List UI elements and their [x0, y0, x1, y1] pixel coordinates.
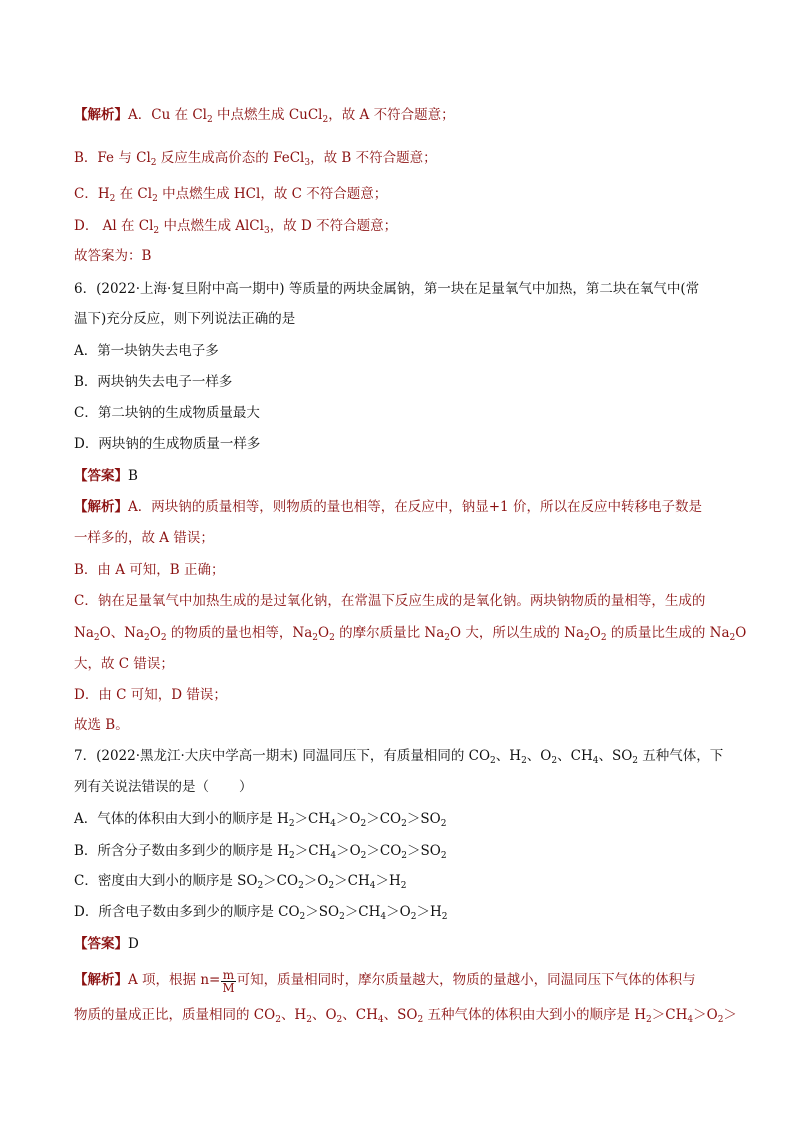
text-line: C．密度由大到小的顺序是 $SO_2>CO_2>O_2>CH_4>H_2$: [74, 873, 407, 891]
text-line: B．所含分子数由多到少的顺序是 $H_2>CH_4>O_2>CO_2>SO_2$: [74, 843, 447, 861]
text-line: B．由 A 可知，B 正确；: [74, 562, 225, 578]
text-line: 大，故 C 错误；: [74, 656, 174, 672]
text-line: 【解析】A．Cu 在 $Cl_2$ 中点燃生成 CuCl$_2$，故 A 不符合题意；: [74, 107, 455, 125]
text-line: 一样多的，故 A 错误；: [74, 530, 214, 546]
text-line: 6．(2022·上海·复旦附中高一期中) 等质量的两块金属钠，第一块在足量氧气中加热，第二块在氧气中(常: [74, 281, 700, 297]
text-line: 故选 B。: [74, 717, 129, 733]
text-line: 【解析】A 项，根据 n= $\frac{m}{M}$ 可知，质量相同时，摩尔质量越大，物质的量越小，同温同压下气体的体积与: [74, 968, 696, 995]
text-line: C．第二块钠的生成物质量最大: [74, 405, 260, 421]
text-line: 故答案为：B: [74, 248, 152, 264]
text-line: D．所含电子数由多到少的顺序是 $CO_2>SO_2>CH_4>O_2>H_2$: [74, 904, 448, 922]
text-line: 【解析】A．两块钠的质量相等，则物质的量也相等，在反应中，钠显+1 价，所以在反应中转移电子数是: [74, 499, 702, 515]
text-line: C．钠在足量氧气中加热生成的是过氧化钠，在常温下反应生成的是氧化钠。两块钠物质的量相等，生成的: [74, 593, 706, 609]
text-line: B．Fe 与 $Cl_2$ 反应生成高价态的 FeCl$_3$，故 B 不符合题意；: [74, 150, 437, 168]
text-line: B．两块钠失去电子一样多: [74, 374, 233, 390]
text-line: D． Al 在 $Cl_2$ 中点燃生成 AlCl$_3$，故 D 不符合题意；: [74, 218, 398, 236]
text-line: C．$H_2$ 在 $Cl_2$ 中点燃生成 HCl，故 C 不符合题意；: [74, 186, 388, 204]
text-line: 物质的量成正比，质量相同的 $CO_2$、$H_2$、$O_2$、$CH_4$、$SO_2$ 五种气体的体积由大到小的顺序是 $H_2>CH_4>O_2>$: [74, 1007, 737, 1025]
text-line: 列有关说法错误的是（ ）: [74, 779, 253, 795]
text-line: A．第一块钠失去电子多: [74, 343, 219, 359]
text-line: 温下)充分反应，则下列说法正确的是: [74, 311, 296, 327]
text-line: D．由 C 可知，D 错误；: [74, 687, 227, 703]
text-line: $Na_2O$、$Na_2O_2$ 的物质的量也相等，$Na_2O_2$ 的摩尔质量比 $Na_2O$ 大，所以生成的 $Na_2O_2$ 的质量比生成的 $Na_2O$: [74, 625, 747, 643]
text-line: D．两块钠的生成物质量一样多: [74, 436, 261, 452]
text-line: A．气体的体积由大到小的顺序是 $H_2>CH_4>O_2>CO_2>SO_2$: [74, 811, 447, 829]
text-line: 【答案】D: [74, 936, 139, 952]
text-line: 【答案】B: [74, 468, 138, 484]
text-line: 7．(2022·黑龙江·大庆中学高一期末) 同温同压下，有质量相同的 $CO_2$、$H_2$、$O_2$、$CH_4$、$SO_2$ 五种气体，下: [74, 748, 724, 766]
